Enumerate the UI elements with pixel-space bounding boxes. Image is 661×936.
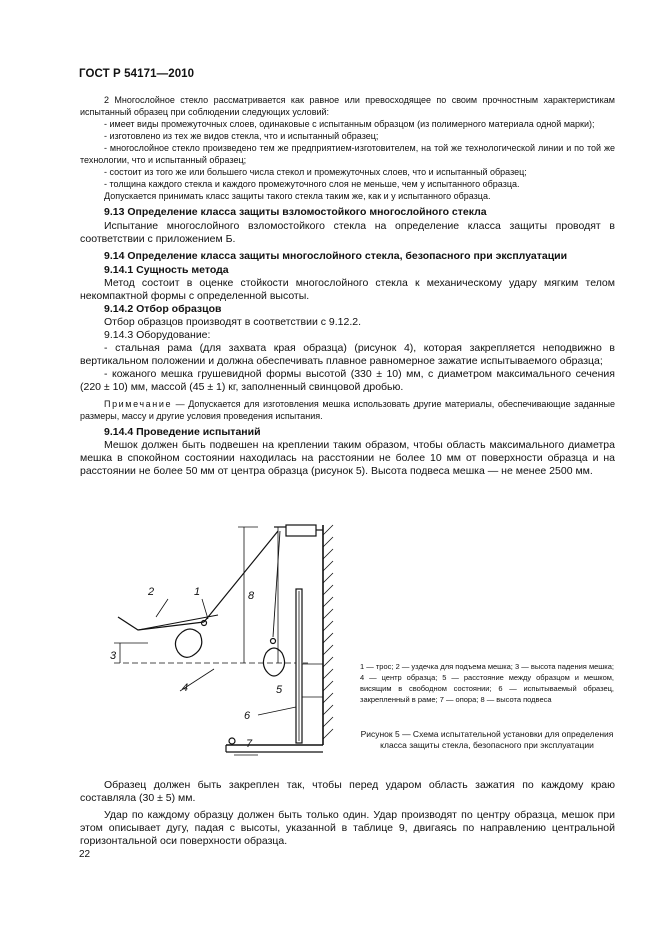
paragraph: Удар по каждому образцу должен быть только один. Удар производят по центру образца, мешок при этом описывает дугу, падая с высоты, указанной в таблице 9, двигаясь по направлению центральной горизонтальной оси поверхности образца. [80,809,615,847]
figure-label-6: 6 [244,710,251,722]
note-2-item: - многослойное стекло произведено тем же предприятием-изготовителем, на той же технологической линии и по той же технологии, что и испытанный образец; [80,143,615,165]
note-text: — Допускается для изготовления мешка использовать другие материалы, обеспечивающие заданные размеры, массу и другие условия проведения испытания. [80,399,615,421]
equipment-item: - кожаного мешка грушевидной формы высотой (330 ± 10) мм, с диаметром максимального сечения (220 ± 10) мм, массой (45 ± 1) кг, заполненный свинцовой дробью. [80,368,615,393]
subheading-9-14-2: 9.14.2 Отбор образцов [104,303,222,315]
text-9-14-4: Мешок должен быть подвешен на креплении таким образом, чтобы область максимального диаметра мешка в спокойном состоянии находилась на расстоянии не более 10 мм от поверхности образца и на расстоянии не более 50 мм от центра образца (рисунок 5). Высота подвеса мешка — не менее 2500 мм. [80,439,615,477]
figure-label-4: 4 [182,682,189,694]
document-header: ГОСТ Р 54171—2010 [79,68,195,80]
section-heading-9-14: 9.14 Определение класса защиты многослойного стекла, безопасного при эксплуатации [104,250,568,262]
text-9-14-2: Отбор образцов производят в соответствии с 9.12.2. [104,316,362,328]
figure-label-8: 8 [248,590,255,602]
note-label: Примечание [104,399,173,409]
note-2-item: - имеет виды промежуточных слоев, одинаковые с испытанным образцом (из полимерного материала одной марки); [104,119,595,129]
note-2-item: - толщина каждого стекла и каждого промежуточного слоя не меньше, чем у испытанного образца. [104,179,520,189]
figure-caption: Рисунок 5 — Схема испытательной установки для определения класса защиты стекла, безопасного при эксплуатации [360,729,614,750]
closing-paragraphs [80,779,615,848]
section-text-9-13: Испытание многослойного взломостойкого стекла на определение класса защиты проводят в соответствии с приложением Б. [80,220,615,245]
subheading-9-14-3: 9.14.3 Оборудование: [104,329,211,341]
note-2-intro: 2 Многослойное стекло рассматривается как равное или превосходящее по своим прочностным характеристикам испытанный образец при соблюдении следующих условий: [80,95,615,117]
figure-label-3: 3 [110,650,117,662]
figure-label-7: 7 [246,738,253,750]
note-2-closing: Допускается принимать класс защиты такого стекла таким же, как и у испытанного образца. [104,191,491,201]
test-setup-diagram [108,519,348,767]
note-2-item: - изготовлено из тех же видов стекла, что и испытанный образец; [104,131,379,141]
paragraph: Образец должен быть закреплен так, чтобы перед ударом область зажатия по каждому краю составляла (30 ± 5) мм. [80,779,615,804]
document-body [80,94,615,478]
text-9-14-1: Метод состоит в оценке стойкости многослойного стекла к механическому удару мягким телом некомпактной формы с определенной высоты. [80,277,615,302]
note-2-item: - состоит из того же или большего числа стекол и промежуточных слоев, что и испытанный образец; [104,167,527,177]
figure-label-1: 1 [194,586,201,598]
figure-legend: 1 — трос; 2 — уздечка для подъема мешка; 3 — высота падения мешка; 4 — центр образца; 5 — расстояние между образцом и мешком, висящим в свободном состоянии; 6 — испытываемый образец, закрепленный в раме; 7 — опора; 8 — высота подвеса [360,662,614,704]
section-heading-9-13: 9.13 Определение класса защиты взломостойкого многослойного стекла [104,206,487,218]
figure-label-2: 2 [148,586,155,598]
figure-label-5: 5 [276,684,283,696]
note-9-14 [80,398,615,422]
equipment-item: - стальная рама (для захвата края образца) (рисунок 4), которая закрепляется неподвижно в вертикальном положении и должна обеспечивать плавное равномерное зажатие испытываемого образца; [80,342,615,367]
page-number: 22 [79,849,91,860]
subheading-9-14-1: 9.14.1 Сущность метода [104,264,229,276]
subheading-9-14-4: 9.14.4 Проведение испытаний [104,426,261,438]
